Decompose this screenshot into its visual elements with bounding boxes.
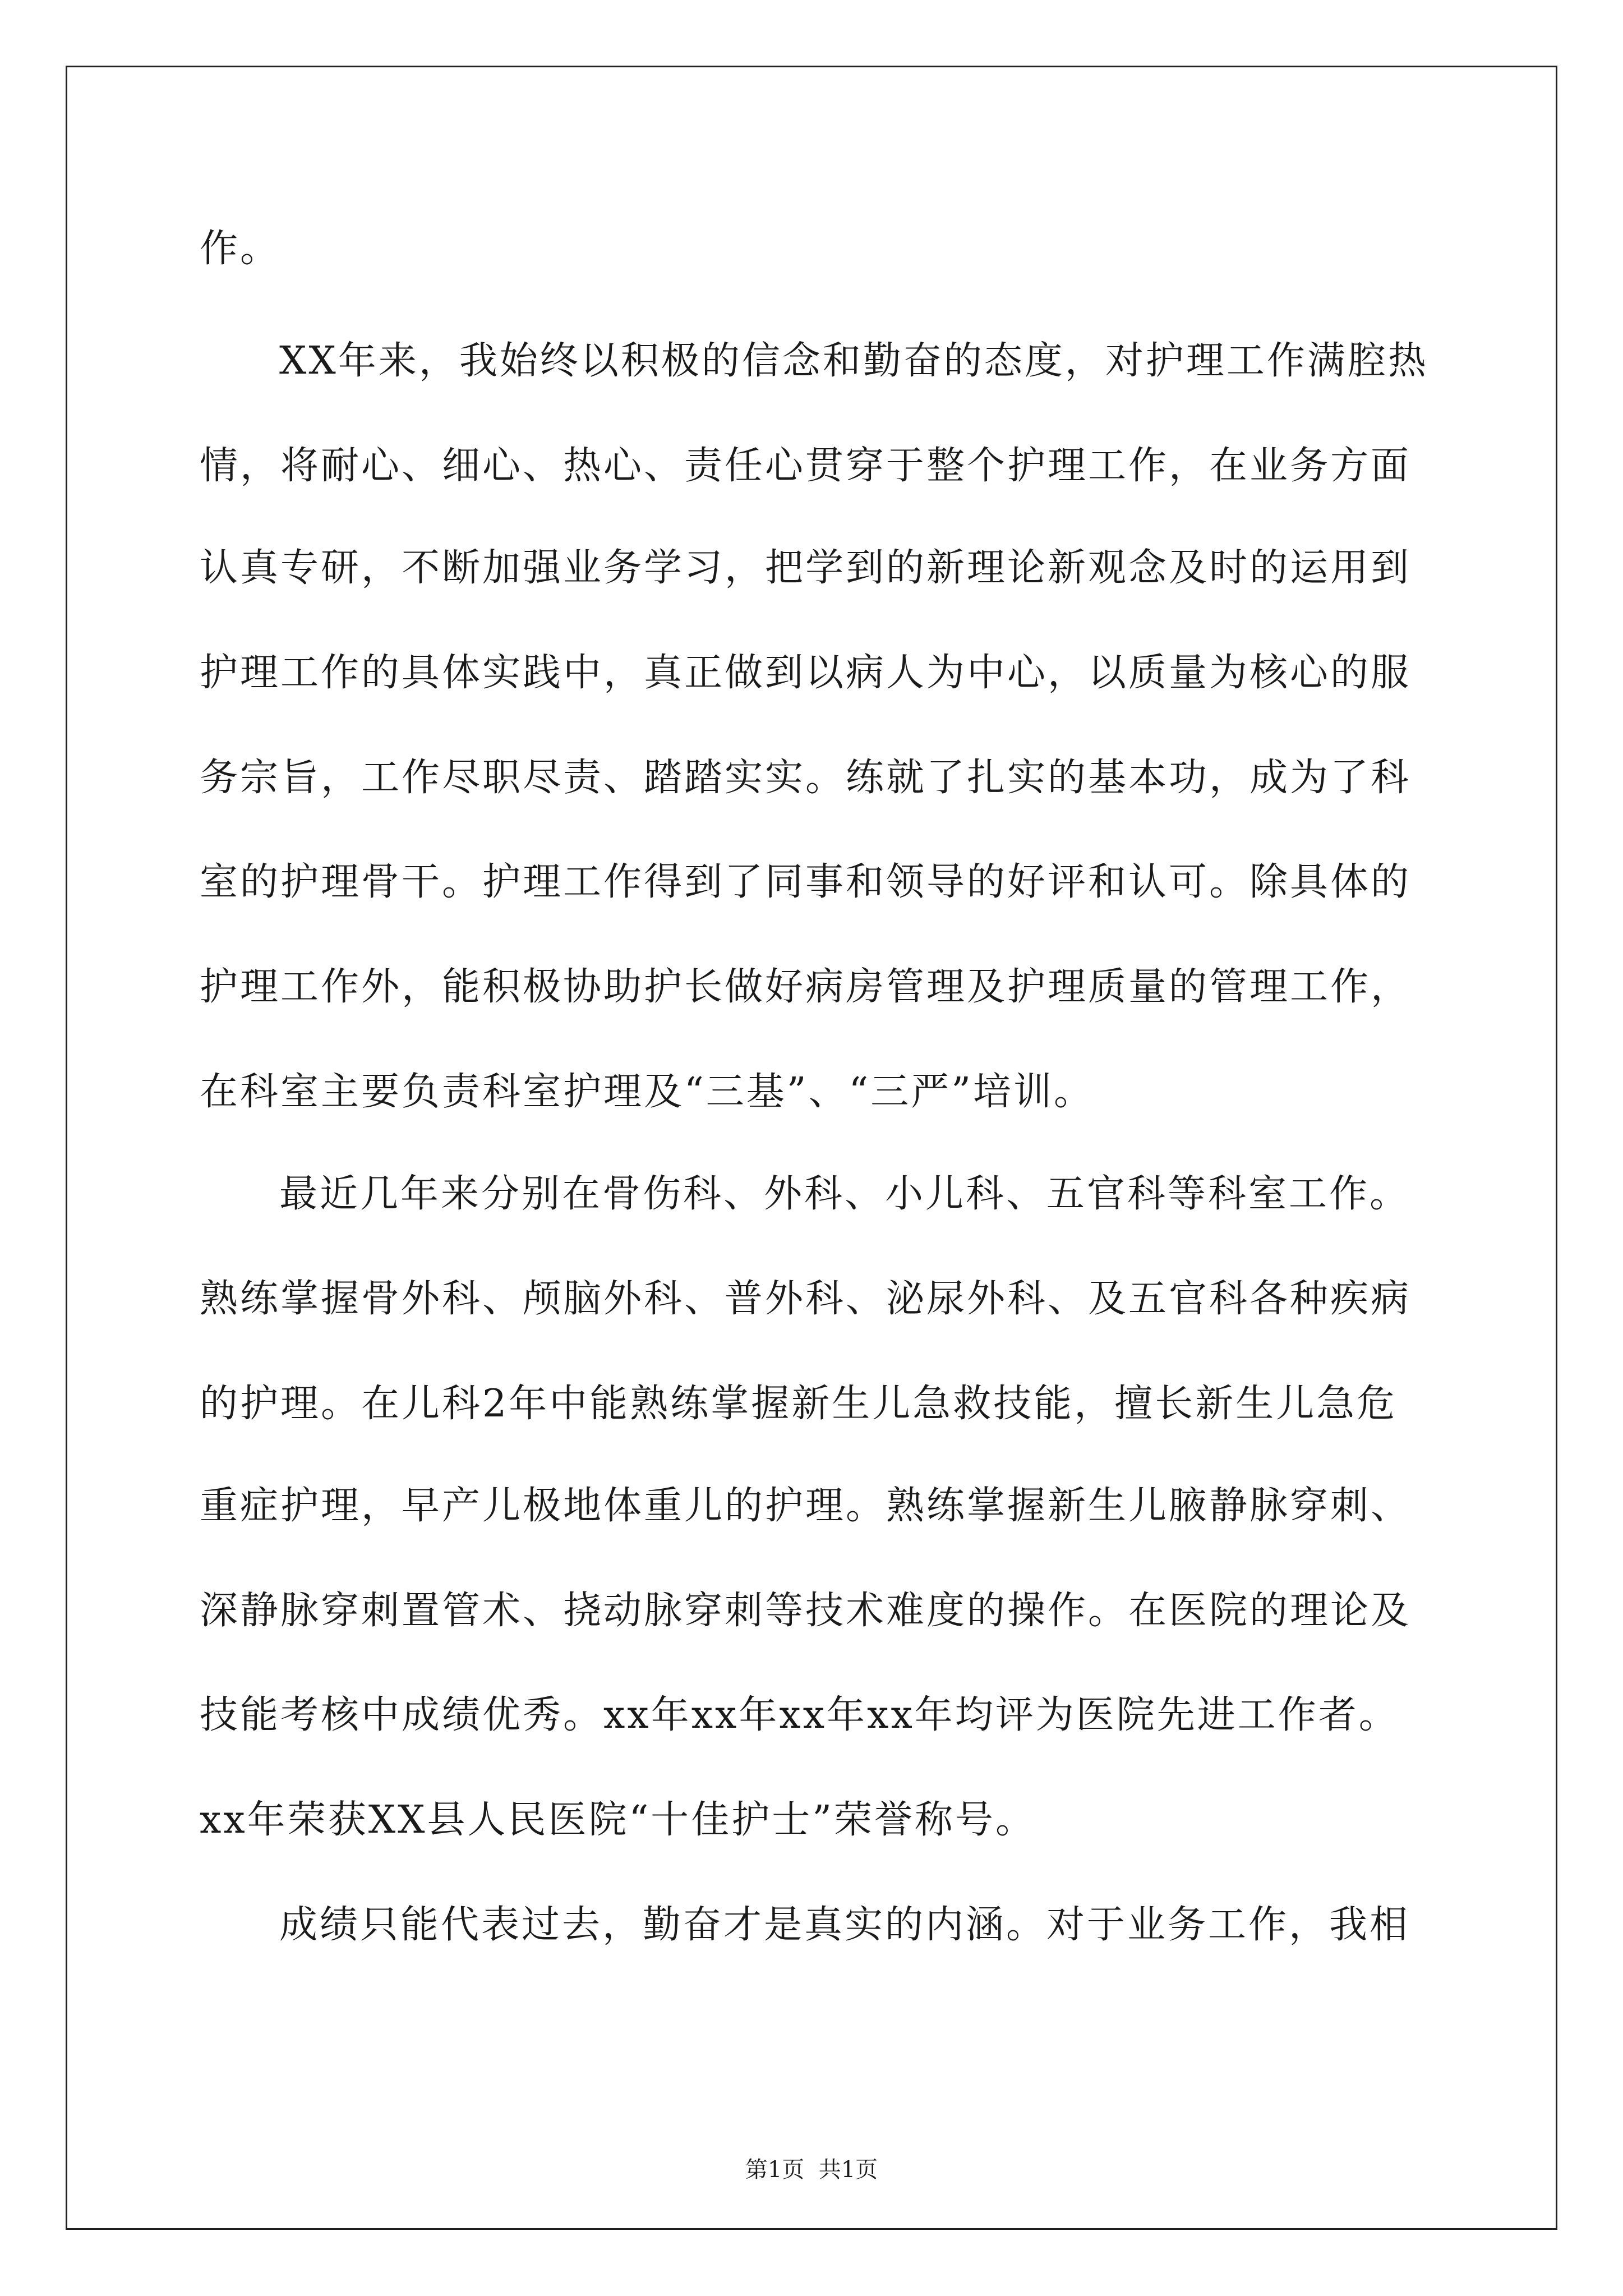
paragraph-1-line-2: 情，将耐心、细心、热心、责任心贯穿于整个护理工作，在业务方面 bbox=[200, 444, 1412, 488]
paragraph-2-line-7: xx年荣获XX县人民医院“十佳护士”荣誉称号。 bbox=[200, 1798, 1036, 1842]
paragraph-2-line-2: 熟练掌握骨外科、颅脑外科、普外科、泌尿外科、及五官科各种疾病 bbox=[200, 1277, 1412, 1321]
paragraph-1-line-3: 认真专研，不断加强业务学习，把学到的新理论新观念及时的运用到 bbox=[200, 546, 1412, 590]
paragraph-1-line-1: XX年来，我始终以积极的信念和勤奋的态度，对护理工作满腔热 bbox=[279, 339, 1428, 383]
page-number-footer: 第1页 共1页 bbox=[745, 2157, 878, 2183]
paragraph-3-line-1: 成绩只能代表过去，勤奋才是真实的内涵。对于业务工作，我相 bbox=[279, 1903, 1410, 1947]
paragraph-1-line-4: 护理工作的具体实践中，真正做到以病人为中心，以质量为核心的服 bbox=[200, 651, 1412, 695]
paragraph-1-line-5: 务宗旨，工作尽职尽责、踏踏实实。练就了扎实的基本功，成为了科 bbox=[200, 756, 1412, 800]
paragraph-1-line-7: 护理工作外，能积极协助护长做好病房管理及护理质量的管理工作， bbox=[200, 965, 1412, 1009]
text-line-1: 作。 bbox=[200, 227, 281, 271]
paragraph-1-line-6: 室的护理骨干。护理工作得到了同事和领导的好评和认可。除具体的 bbox=[200, 860, 1412, 904]
paragraph-1-line-8: 在科室主要负责科室护理及“三基”、“三严”培训。 bbox=[200, 1070, 1095, 1114]
paragraph-2-line-1: 最近几年来分别在骨伤科、外科、小儿科、五官科等科室工作。 bbox=[279, 1172, 1410, 1216]
paragraph-2-line-4: 重症护理，早产儿极地体重儿的护理。熟练掌握新生儿腋静脉穿刺、 bbox=[200, 1484, 1412, 1528]
paragraph-2-line-3: 的护理。在儿科2年中能熟练掌握新生儿急救技能，擅长新生儿急危 bbox=[200, 1382, 1398, 1426]
paragraph-2-line-5: 深静脉穿刺置管术、挠动脉穿刺等技术难度的操作。在医院的理论及 bbox=[200, 1589, 1412, 1633]
paragraph-2-line-6: 技能考核中成绩优秀。xx年xx年xx年xx年均评为医院先进工作者。 bbox=[200, 1693, 1399, 1737]
